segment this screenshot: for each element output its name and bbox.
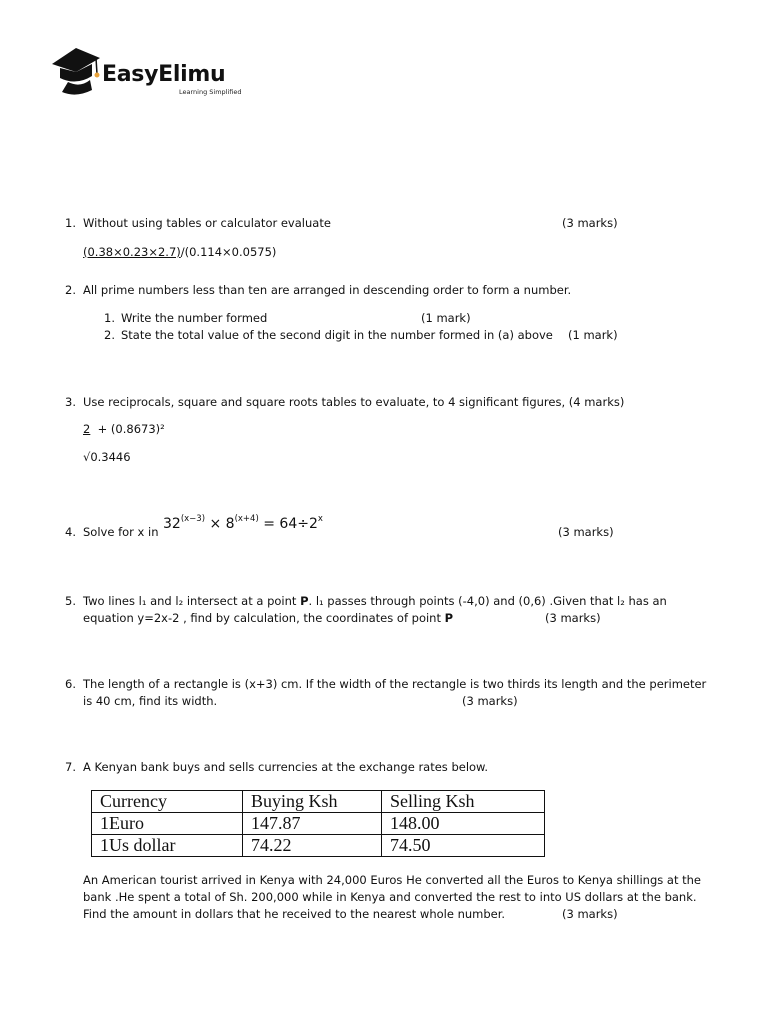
q3-text: Use reciprocals, square and square roots tables to evaluate, to 4 significant figures, (4 marks)	[83, 395, 625, 409]
q3-line1-numerator: 2	[83, 422, 91, 436]
q7-number: 7.	[65, 760, 76, 774]
q5-line1-a: Two lines l₁ and l₂ intersect at a point	[83, 594, 301, 608]
q7-paragraph-line2: bank .He spent a total of Sh. 200,000 while in Kenya and converted the rest to into US dollars at the bank.	[83, 890, 697, 904]
q7-paragraph-line3: Find the amount in dollars that he received to the nearest whole number.	[83, 907, 506, 921]
q2b-number: 2.	[104, 328, 115, 342]
q5-number: 5.	[65, 594, 76, 608]
q4-eq-exp2: (x+4)	[234, 514, 259, 524]
table-cell: 1Euro	[92, 813, 243, 835]
q5-marks: (3 marks)	[545, 611, 601, 625]
q4-eq-exp3: x	[317, 514, 323, 524]
logo-name: EasyElimu	[102, 62, 226, 87]
q6-line1: The length of a rectangle is (x+3) cm. If the width of the rectangle is two thirds its length and the perimeter	[83, 677, 707, 691]
q2-text: All prime numbers less than ten are arranged in descending order to form a number.	[83, 283, 572, 297]
q4-number: 4.	[65, 525, 76, 539]
q7-paragraph-line1: An American tourist arrived in Kenya with 24,000 Euros He converted all the Euros to Kenya shillings at the	[83, 873, 702, 887]
table-header-cell: Currency	[92, 791, 243, 813]
q7-text: A Kenyan bank buys and sells currencies at the exchange rates below.	[83, 760, 489, 774]
q1-expression-rest: /(0.114×0.0575)	[180, 245, 277, 259]
logo	[50, 44, 250, 100]
q6-line2: is 40 cm, find its width.	[83, 694, 218, 708]
q5-point-p: P	[300, 594, 309, 608]
table-cell: 148.00	[382, 813, 545, 835]
q2a-text: Write the number formed	[121, 311, 268, 325]
q5-line2-a: equation y=2x-2 , find by calculation, the coordinates of point	[83, 611, 445, 625]
exchange-rate-table	[91, 790, 545, 857]
graduation-cap-icon	[50, 44, 106, 100]
q4-marks: (3 marks)	[558, 525, 614, 539]
table-header-row	[92, 791, 545, 813]
q4-text: Solve for x in	[83, 525, 159, 539]
q1-expression	[83, 245, 276, 259]
q4-eq-times: × 8	[209, 516, 235, 532]
q1-marks: (3 marks)	[562, 216, 618, 230]
table-header-cell: Buying Ksh	[243, 791, 382, 813]
q1-expression-numerator: (0.38×0.23×2.7)	[83, 245, 181, 259]
q6-marks: (3 marks)	[462, 694, 518, 708]
q4-eq-rest: = 64÷2	[263, 516, 318, 532]
table-cell: 1Us dollar	[92, 835, 243, 857]
q5-point-p-2: P	[444, 611, 454, 625]
q6-number: 6.	[65, 677, 76, 691]
q5-line2	[83, 611, 453, 625]
q4-eq-exp1: (x−3)	[180, 514, 206, 524]
table-cell: 147.87	[243, 813, 382, 835]
table-cell: 74.50	[382, 835, 545, 857]
q7-marks: (3 marks)	[562, 907, 618, 921]
table-cell: 74.22	[243, 835, 382, 857]
logo-tagline: Learning Simplified	[179, 88, 242, 96]
q2b-marks: (1 mark)	[568, 328, 618, 342]
table-row	[92, 813, 545, 835]
q5-line1-c: . l₁ passes through points (-4,0) and (0,6) .Given that l₂ has an	[308, 594, 667, 608]
q3-number: 3.	[65, 395, 76, 409]
q5-line1	[83, 594, 667, 608]
q2-number: 2.	[65, 283, 76, 297]
q3-line2: √0.3446	[83, 450, 131, 464]
q3-line1-rest: + (0.8673)²	[97, 422, 165, 436]
q4-eq-base1: 32	[163, 516, 181, 532]
q1-number: 1.	[65, 216, 76, 230]
q1-text: Without using tables or calculator evaluate	[83, 216, 331, 230]
q3-line1	[83, 422, 165, 436]
q2b-text: State the total value of the second digit in the number formed in (a) above	[121, 328, 553, 342]
q2a-number: 1.	[104, 311, 115, 325]
table-row	[92, 835, 545, 857]
q2a-marks: (1 mark)	[421, 311, 471, 325]
table-header-cell: Selling Ksh	[382, 791, 545, 813]
q4-equation	[163, 516, 323, 532]
